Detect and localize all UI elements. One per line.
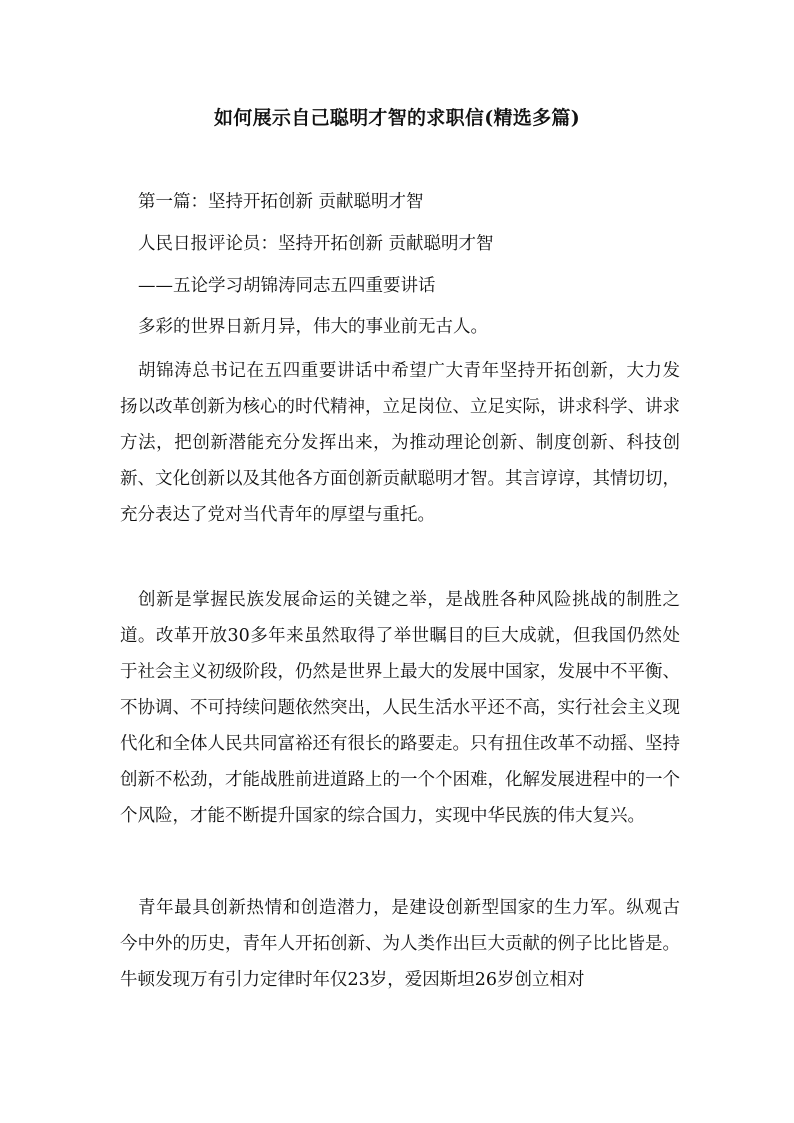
paragraph: 青年最具创新热情和创造潜力，是建设创新型国家的生力军。纵观古今中外的历史，青年人开拓创新、为人类作出巨大贡献的例子比比皆是。牛顿发现万有引力定律时年仅23岁，爱因斯坦26岁创立相对 <box>120 898 680 990</box>
commentary-heading: 人民日报评论员：坚持开拓创新 贡献聪明才智 <box>138 234 494 254</box>
paragraph: 创新是掌握民族发展命运的关键之举，是战胜各种风险挑战的制胜之道。改革开放30多年来虽然取得了举世瞩目的巨大成就，但我国仍然处于社会主义初级阶段，仍然是世界上最大的发展中国家，发展中不平衡、不协调、不可持续问题依然突出，人民生活水平还不高，实行社会主义现代化和全体人民共同富裕还有很长的路要走。只有扭住改革不动摇、坚持创新不松劲，才能战胜前进道路上的一个个困难，化解发展进程中的一个个风险，才能不断提升国家的综合国力，实现中华民族的伟大复兴。 <box>120 590 680 826</box>
section-heading: 第一篇：坚持开拓创新 贡献聪明才智 <box>138 192 424 212</box>
subtitle-line: ——五论学习胡锦涛同志五四重要讲话 <box>138 276 436 296</box>
paragraph: 胡锦涛总书记在五四重要讲话中希望广大青年坚持开拓创新，大力发扬以改革创新为核心的时代精神，立足岗位、立足实际，讲求科学、讲求方法，把创新潜能充分发挥出来，为推动理论创新、制度创新、科技创新、文化创新以及其他各方面创新贡献聪明才智。其言谆谆，其情切切，充分表达了党对当代青年的厚望与重托。 <box>120 361 680 525</box>
opening-sentence: 多彩的世界日新月异，伟大的事业前无古人。 <box>138 317 488 337</box>
document-title: 如何展示自己聪明才智的求职信(精选多篇) <box>214 107 580 129</box>
